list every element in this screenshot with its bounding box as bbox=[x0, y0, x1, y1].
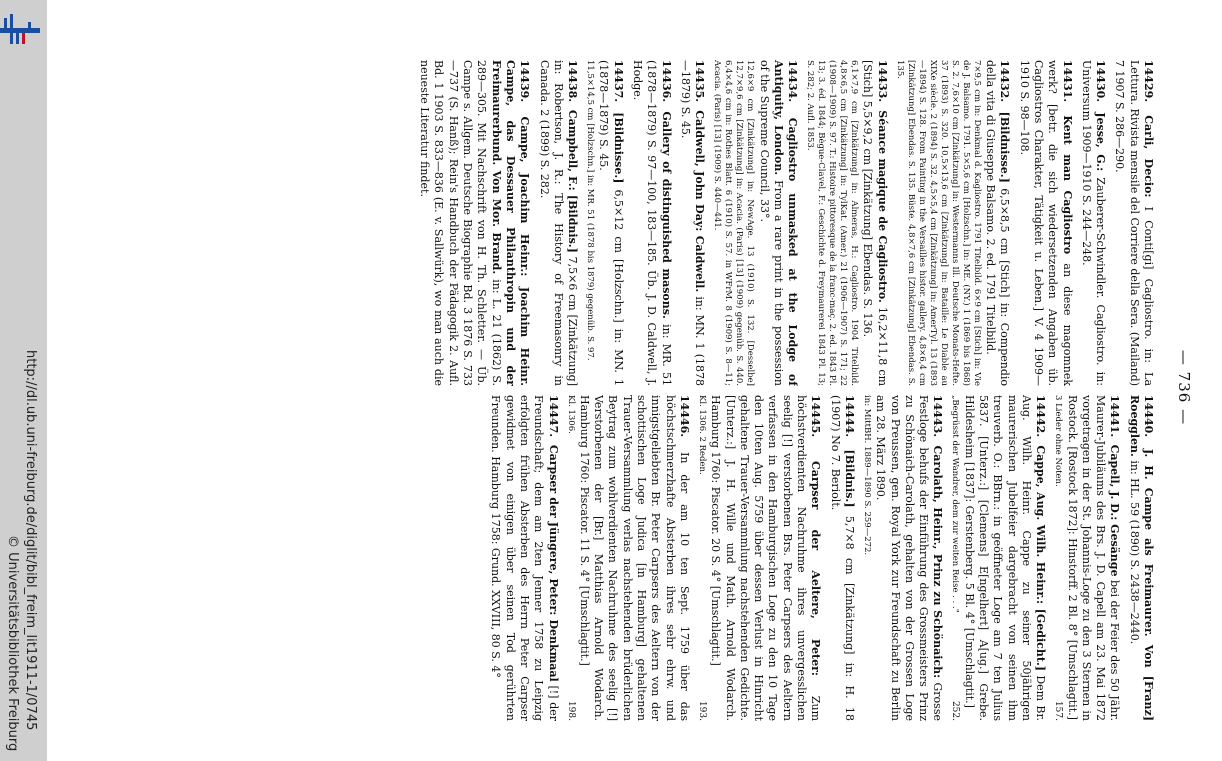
bibliography-entry bbox=[696, 395, 822, 721]
entry-number: 14430. bbox=[1094, 60, 1108, 103]
entry-details: 12,6×9 cm [Zinkätzung] in: NewAge. 13 (1910) S. 132. [Desselbe] 12,7×9,6 cm [Zinkätzung] in: Acacia. (Paris) [13] (1909) gegenüb. S. 440. 6,4×4,6 cm in: Rothes Blatt. 6 (1910) S. 57. in WFrM. 8 (1909) S. 8—11; Acacia. (Paris) [13] (1909) S. 440—441. bbox=[712, 60, 756, 386]
entry-number: 14446. bbox=[677, 395, 691, 438]
entry-details: in: MittBH. 1889—1890 S. 259—272. bbox=[861, 395, 872, 556]
entry-number: 14438. bbox=[566, 60, 580, 103]
page-number: — 736 — bbox=[1175, 349, 1193, 426]
entry-details: 6,1×7,9 cm [Zinkätzung] in: Almeras, H.: Cagliostro. 1904 Titelbild. 4,8×6,5 cm [Zinkätzung] in: TylKat. (Amer.) 21 (1906—1907) S. 171; 22 (1908—1909) S. 97. T.: Histoire pittoresque de la franc-maç. 2. ed. 1843 Pl. 13; 3. éd. 1844; Bègue-Clavel, F.: Geschichte d. Freymaurerei 1843 Pl. 13; S. 282; 2. Aufl. 1853. bbox=[805, 60, 860, 386]
entry-details: Kl. 1306. 198. bbox=[565, 395, 576, 721]
bibliography-entry bbox=[565, 395, 691, 721]
entry-text: 5,7×8 cm [Zinkätzung] in: H. 18 (1907) No 7. Beriolt. bbox=[828, 395, 856, 721]
bibliography-entry bbox=[1052, 395, 1121, 721]
entry-reference-number: 198. bbox=[565, 700, 576, 721]
bibliography-entry bbox=[536, 60, 579, 386]
entry-reference-number: 157. bbox=[1053, 700, 1064, 721]
entry-heading: [Bildnisse.] bbox=[998, 111, 1012, 183]
entry-heading: Cappe, Aug. Wilh. Heinr.: [Gedicht.] bbox=[1034, 445, 1048, 671]
entry-text: 16,2×11,8 cm [Stich] 5,5×9,2 cm [Zinkätzung] Ebendas. S. 136. bbox=[861, 60, 889, 386]
university-library-logo-icon[interactable] bbox=[0, 10, 40, 50]
entry-reference-number: 252. bbox=[950, 700, 961, 721]
bibliography-entry bbox=[1016, 60, 1073, 386]
entry-details: „Begrüsst der Wandrer, dem zur weiten Reise . . ." 252. bbox=[950, 395, 961, 721]
bibliography-entry bbox=[804, 60, 889, 386]
bibliography-entry bbox=[711, 60, 799, 386]
bibliography-entry bbox=[861, 395, 944, 721]
entry-text: Zum höchstverdienten Nachruhme ihres unvergesslichen seelig [!] verstorbenen Brs. Peter Carpsers des Aeltern verfassen in den Hamburgischen Loge zu den 10 Tage den 10ten Aug. 5759 über dessen Verlust in Hinricht gehaltene Trauer-Versammlung nachstehenden Gedichte. [Unterz.:] J. H. Wille und Math. Arnold Wodarch. Hamburg 1760: Piscator. 20 S. 4° [Umschlagtit.] bbox=[709, 395, 823, 721]
entry-number: 14442. bbox=[1034, 395, 1048, 438]
entry-heading: Carpser der Jüngere, Peter: Denkmaal bbox=[546, 444, 560, 682]
entry-heading: Capell, J. D.: Gesänge bbox=[1108, 444, 1122, 577]
entry-number: 14444. bbox=[842, 395, 856, 438]
entry-number: 14441. bbox=[1108, 395, 1122, 438]
entry-details: 7×9,5 cm in: Denkmal d. Kagliostro. 1791 Titelbild. 6×9 cm [Stich] in: Vie de J. Balsamo. 1791. 5×5,6 cm [Holzschn.] in: ME. (NY.) 1 (1869 bis 1868) S. 2. 7,6×10 cm [Zinkätzung] in: Westermanns Ill. Deutsche Monats-Hefte. 37 (1893) S. 320. 10,5×13,6 cm [Zinkätzung] in: Bataille: Le Diable au XIXe siècle. 2 (1894) S. 32. 4,5×5,4 cm [Zinkätzung] in: AmerTyl. 13 (1893—1894) S. 128. From Painting in the Versailles histor. gallery. 4,8×6,4 cm [Zinkätzung] Ebendas. S. 135. Büste. 4,8×7,6 cm [Zinkätzung] Ebendas. S. 135. bbox=[894, 60, 982, 386]
entry-details: Kl. 1306. 2 Reden. 193. bbox=[696, 395, 707, 721]
entry-text: Dem Br. Aug. Wilh. Heinr. Cappe zu seiner 50jährigen maurerischen Jubelfeier dargebracht von seinen ihm treuverb. O.: BBrn.: in geöffneter Loge am 7 ten Julius 5837. [Unterz.:] [Clemens] E[ngelhert] A[ug.] Grebe. Hildesheim [1837]: Gerstenberg. 5 Bl. 4° [Umschlagtit.] bbox=[962, 395, 1048, 721]
entry-heading: [Bildnis.] bbox=[842, 449, 856, 508]
entry-heading: Campe, Joachim Heinr.: Joachim Heinr. Campe, das Dessauer Philanthropin und der Freimaurerbund. Von Mor. Brand. bbox=[489, 60, 532, 386]
entry-text: Grosse Festloge behufs der Einführung des Grossmeisters Prinz zu Schönaich-Carolath, gehalten von der Grossen Loge von Preussen, gen. Royal York zur Freundschaft zu Berlin am 28. März 1890. bbox=[874, 395, 945, 721]
entry-heading: Cagliostro unmasked at the Lodge of Antiquity, London. bbox=[771, 60, 800, 386]
bibliography-entry bbox=[827, 395, 856, 721]
entry-number: 14429. bbox=[1142, 60, 1155, 103]
bibliography-entry bbox=[678, 60, 707, 386]
entry-heading: Séance magique de Cagliostro. bbox=[875, 110, 889, 303]
entry-number: 14445. bbox=[809, 395, 823, 438]
entry-number: 14439. bbox=[518, 60, 532, 103]
entry-heading: Campbell, F.: [Bildnis.] bbox=[566, 109, 580, 253]
bibliography-entry bbox=[630, 60, 673, 386]
viewer-sidebar bbox=[0, 0, 47, 761]
entry-number: 14434. bbox=[786, 60, 800, 103]
copyright-notice: © Universitätsbibliothek Freiburg bbox=[5, 535, 20, 752]
bibliography-entry bbox=[417, 60, 531, 386]
entry-number: 14433. bbox=[875, 60, 889, 103]
entry-number: 14432. bbox=[998, 60, 1012, 103]
entry-heading: Jesse, G.: bbox=[1094, 112, 1108, 172]
entry-text: 6,5×8,5 cm [Stich] in: Compendio della vita di Giuseppe Balsamo. 2. ed. 1791 Titelbild. bbox=[984, 60, 1012, 386]
entry-number: 14440. bbox=[1142, 395, 1155, 438]
entry-number: 14436. bbox=[659, 60, 673, 103]
entry-text: in: L. 21 (1862) S. 289—305. Mit Nachschrift von H. Th. Schletter. — Üb. Campe s. Allgem. Deutsche Biographie Bd. 3 1876 S. 733—737 (S. Hanß); Rein's Handbuch der Pädagogik 2. Aufl. Bd. 1 1903 S. 833—836 (E. v. Sallwürk), wo man auch die neueste Literatur findet. bbox=[418, 60, 503, 386]
entry-details: 11,5×14,5 cm [Holzschn.] in: MR. 51 (1878 bis 1879) gegenüb. S. 97. bbox=[585, 60, 596, 361]
entry-heading: Carli, Decio: bbox=[1142, 115, 1155, 198]
entry-number: 14443. bbox=[931, 395, 945, 438]
entry-text: From a rare print in the possession of the Supreme Council, 33°. bbox=[757, 60, 785, 386]
entry-heading: [Bildnisse.] bbox=[611, 112, 625, 184]
entry-text: In der am 10 ten Sept. 1759 über das höchstschmerzhafte Absterben ihres sehr ehrw. und innigstgeliebten Br. Peter Carpsers des Aeltern von der schottischen Loge Judica [in Hamburg] gehaltenen Trauer-Versammlung verlas nachstehenden brüderlichen Beytrag zum wohlverdienten Nachruhme des seelig [!] Verstorbenen der [Br.] Matthias Arnold Wodarch. Hamburg 1760: Piscator. 11 S. 4° [Umschlagtit.] bbox=[577, 395, 691, 721]
entry-heading: Caldwell, John Day: Caldwell. bbox=[693, 110, 707, 293]
bibliography-entry bbox=[1112, 60, 1155, 386]
entry-heading: Carpser der Aeltere, Peter: bbox=[809, 461, 823, 676]
entry-details: 3 Lieder ohne Noten. 157. bbox=[1053, 395, 1064, 721]
entry-heading: Gallery of distinguished masons. bbox=[659, 111, 673, 319]
bibliography-entry bbox=[949, 395, 1047, 721]
right-column bbox=[95, 395, 1155, 721]
bibliography-entry bbox=[488, 395, 559, 721]
entry-text: in: HL. 59 (1890) S. 2438—2440. bbox=[1127, 460, 1141, 645]
rotated-page-content bbox=[55, 25, 1215, 750]
entry-text: in: MR. 51 (1878—1879) S. 97—100, 183—185. Üb. J. D. Caldwell, J. Hodge. bbox=[631, 60, 673, 386]
entry-text: 6,5×12 cm [Holzschn.] in: MN. 1 (1878—1879) S. 45. bbox=[597, 60, 625, 386]
entry-text: bei der Feier des 50 Jähr. Maurer-Jubiläums des Brs. J. D. Capell am 23. Mai 1872 vorgetragen in der St. Johannis-Loge zu den 3 Sternen in Rostock. [Rostock 1872]: Hinstorff. 2 Bl. 8° [Umschlagtit.] bbox=[1065, 395, 1122, 721]
entry-text: 7,5×6 cm [Zinkätzung] in: Robertson, J. R.: The History of Freemasonry in Canada. 2 (1899) S. 282. bbox=[537, 60, 580, 386]
entry-text: Zauberer-Schwindler. Cagliostro. in: Universum 1909—1910 S. 244—248. bbox=[1079, 60, 1108, 386]
entry-text: I Conti[gi] Cagliostro. in: La Lettura. Rivista mensile del Corriere della Sera. (Mailand) 7 1907 S. 286—290. bbox=[1113, 60, 1155, 386]
bibliography-entry bbox=[1126, 395, 1155, 721]
entry-heading: Carolath, Heinr., Prinz zu Schönaich: bbox=[931, 445, 945, 679]
bibliography-entry bbox=[1079, 60, 1108, 386]
entry-text: [!] der Freundschaft; dem am 2ten Jenner 1758 zu Leipzig erfolgten frühen Absterben des Herrn Peter Carpser gewidmet von einigen über seinen Tod gerührten Freunden. Hamburg 1758: Grund. XXVIII, 80 S. 4° bbox=[489, 395, 560, 721]
entry-reference-number: 193. bbox=[696, 700, 707, 721]
entry-number: 14447. bbox=[546, 395, 560, 438]
scanned-page bbox=[55, 25, 1215, 750]
entry-heading: Kent man Cagliostro bbox=[1060, 115, 1074, 255]
bibliography-entry bbox=[894, 60, 1012, 386]
document-url[interactable]: http://dl.ub.uni-freiburg.de/diglit/bibl_freim_lit1911-1/0745 bbox=[23, 350, 38, 731]
entry-number: 14437. bbox=[611, 60, 625, 103]
bibliography-entry bbox=[584, 60, 625, 386]
entry-number: 14435. bbox=[693, 60, 707, 103]
entry-text: an diese magomnek werk? [betr. die sich wiedersetzenden Angaben üb. Cagliostros Charakter, Tätigkeit u. Leben.] V. 4 1909—1910 S. 98—108. bbox=[1017, 60, 1074, 386]
entry-text: in: MN. 1 (1878—1879) S. 45. bbox=[678, 60, 707, 386]
entry-number: 14431. bbox=[1060, 60, 1074, 103]
entry-heading: J. H. Campe als Freimaurer. Von [Franz] Roegglen. bbox=[1127, 395, 1155, 721]
left-column bbox=[75, 60, 1155, 386]
